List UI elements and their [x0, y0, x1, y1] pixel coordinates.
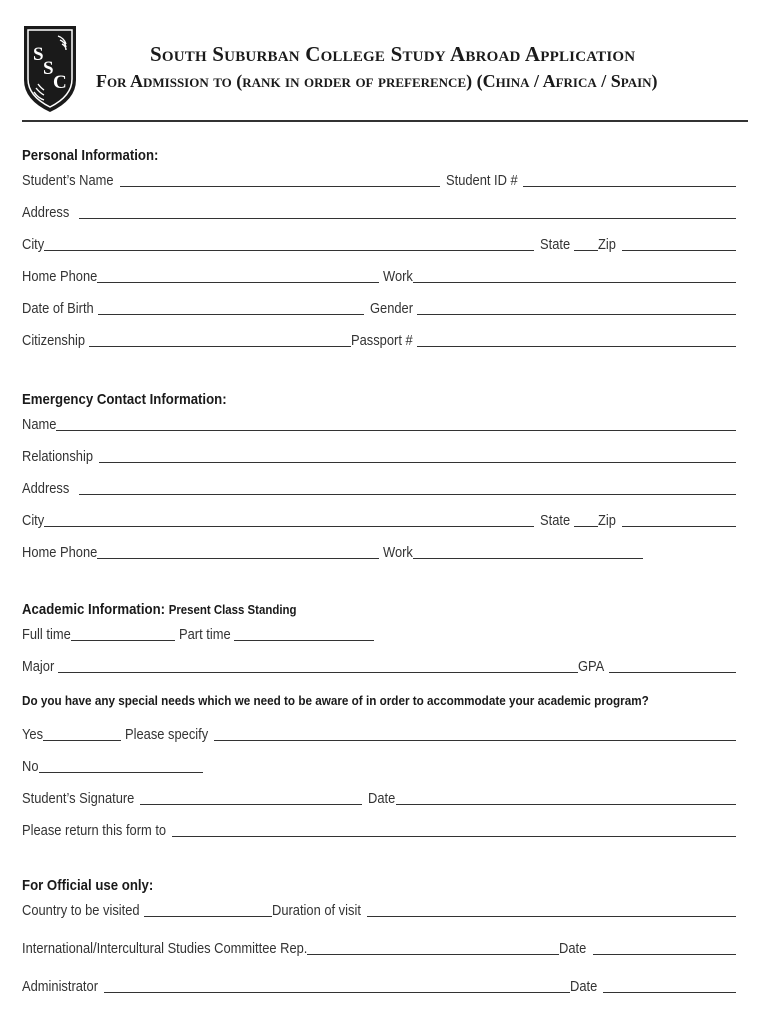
form-header	[0, 0, 770, 122]
major-label: Major	[22, 658, 55, 675]
ec-state-label: State	[540, 512, 571, 529]
ec-zip-label: Zip	[598, 512, 617, 529]
ec-relationship-field[interactable]	[99, 462, 736, 463]
signature-field[interactable]	[140, 804, 362, 805]
row-major	[22, 646, 736, 678]
row-citizenship	[22, 320, 736, 352]
row-signature	[22, 778, 736, 810]
row-class-standing	[22, 620, 736, 646]
committee-date-field[interactable]	[593, 954, 736, 955]
ec-state-field[interactable]	[574, 526, 598, 527]
city-label: City	[22, 236, 45, 253]
row-committee	[22, 922, 736, 960]
class-standing-label: Present Class Standing	[168, 602, 297, 617]
svg-text:S: S	[33, 44, 44, 65]
administrator-field[interactable]	[104, 992, 570, 993]
ec-address-label: Address	[22, 480, 70, 497]
please-specify-field[interactable]	[214, 740, 736, 741]
emergency-contact-section	[22, 390, 736, 564]
dob-field[interactable]	[98, 314, 364, 315]
official-use-section	[22, 876, 736, 998]
full-time-field[interactable]	[71, 640, 175, 641]
country-field[interactable]	[144, 916, 272, 917]
personal-information-section	[22, 146, 736, 352]
part-time-label: Part time	[178, 626, 231, 643]
country-label: Country to be visited	[22, 902, 140, 919]
ec-name-field[interactable]	[56, 430, 736, 431]
state-field[interactable]	[574, 250, 598, 251]
ec-name-label: Name	[22, 416, 57, 433]
administrator-label: Administrator	[22, 978, 98, 995]
form-subtitle: For Admission to (rank in order of preference) (China / Africa / Spain)	[96, 71, 658, 91]
return-to-label: Please return this form to	[22, 822, 167, 839]
academic-information-heading	[22, 600, 650, 620]
student-name-field[interactable]	[120, 186, 440, 187]
row-ec-relationship	[22, 436, 736, 468]
special-needs-question: Do you have any special needs which we need to be aware of in order to accommodate your academic program?	[22, 693, 649, 708]
row-student-name	[22, 166, 736, 192]
student-id-field[interactable]	[523, 186, 736, 187]
part-time-field[interactable]	[234, 640, 374, 641]
ec-home-phone-label: Home Phone	[22, 544, 98, 561]
address-field[interactable]	[79, 218, 736, 219]
home-phone-label: Home Phone	[22, 268, 98, 285]
committee-date-label: Date	[559, 940, 587, 957]
no-label: No	[22, 758, 39, 775]
full-time-label: Full time	[22, 626, 71, 643]
signature-date-field[interactable]	[396, 804, 736, 805]
ec-city-label: City	[22, 512, 45, 529]
svg-text:C: C	[53, 72, 67, 93]
row-yes	[22, 712, 736, 746]
dob-label: Date of Birth	[22, 300, 94, 317]
header-divider	[22, 120, 748, 122]
emergency-contact-heading: Emergency Contact Information:	[22, 391, 227, 408]
row-ec-address	[22, 468, 736, 500]
personal-information-heading: Personal Information:	[22, 147, 159, 164]
yes-field[interactable]	[43, 740, 121, 741]
committee-label: International/Intercultural Studies Committee Rep.	[22, 940, 308, 957]
academic-heading-text: Academic Information:	[22, 601, 166, 618]
gpa-field[interactable]	[609, 672, 737, 673]
return-to-field[interactable]	[172, 836, 736, 837]
row-dob	[22, 288, 736, 320]
gpa-label: GPA	[578, 658, 605, 675]
work-label: Work	[383, 268, 414, 285]
ssc-shield-logo	[22, 22, 78, 114]
please-specify-label: Please specify	[125, 726, 209, 743]
zip-label: Zip	[598, 236, 617, 253]
city-field[interactable]	[44, 250, 534, 251]
ec-work-field[interactable]	[413, 558, 643, 559]
work-field[interactable]	[413, 282, 736, 283]
home-phone-field[interactable]	[97, 282, 379, 283]
state-label: State	[540, 236, 571, 253]
row-city	[22, 224, 736, 256]
zip-field[interactable]	[622, 250, 736, 251]
row-no	[22, 746, 736, 778]
ec-city-field[interactable]	[44, 526, 534, 527]
address-label: Address	[22, 204, 70, 221]
ec-address-field[interactable]	[79, 494, 736, 495]
signature-label: Student’s Signature	[22, 790, 135, 807]
student-id-label: Student ID #	[445, 172, 518, 189]
duration-field[interactable]	[367, 916, 736, 917]
no-field[interactable]	[39, 772, 203, 773]
gender-label: Gender	[369, 300, 413, 317]
citizenship-label: Citizenship	[22, 332, 86, 349]
row-ec-name	[22, 410, 736, 436]
ec-work-label: Work	[383, 544, 414, 561]
passport-label: Passport #	[351, 332, 413, 349]
official-use-heading: For Official use only:	[22, 877, 154, 894]
committee-field[interactable]	[307, 954, 559, 955]
row-address	[22, 192, 736, 224]
ec-zip-field[interactable]	[622, 526, 736, 527]
academic-information-section	[22, 600, 736, 842]
row-home-phone	[22, 256, 736, 288]
yes-label: Yes	[22, 726, 44, 743]
ec-relationship-label: Relationship	[22, 448, 94, 465]
signature-date-label: Date	[368, 790, 396, 807]
row-ec-city	[22, 500, 736, 532]
row-administrator	[22, 960, 736, 998]
passport-field[interactable]	[417, 346, 736, 347]
student-name-label: Student’s Name	[22, 172, 114, 189]
major-field[interactable]	[58, 672, 578, 673]
citizenship-field[interactable]	[89, 346, 351, 347]
gender-field[interactable]	[417, 314, 736, 315]
form-title: South Suburban College Study Abroad Application	[150, 42, 636, 66]
row-ec-home-phone	[22, 532, 736, 564]
row-country	[22, 896, 736, 922]
administrator-date-field[interactable]	[603, 992, 736, 993]
row-return-to	[22, 810, 736, 842]
administrator-date-label: Date	[569, 978, 598, 995]
duration-label: Duration of visit	[271, 902, 361, 919]
svg-text:S: S	[43, 58, 54, 79]
ec-home-phone-field[interactable]	[97, 558, 379, 559]
